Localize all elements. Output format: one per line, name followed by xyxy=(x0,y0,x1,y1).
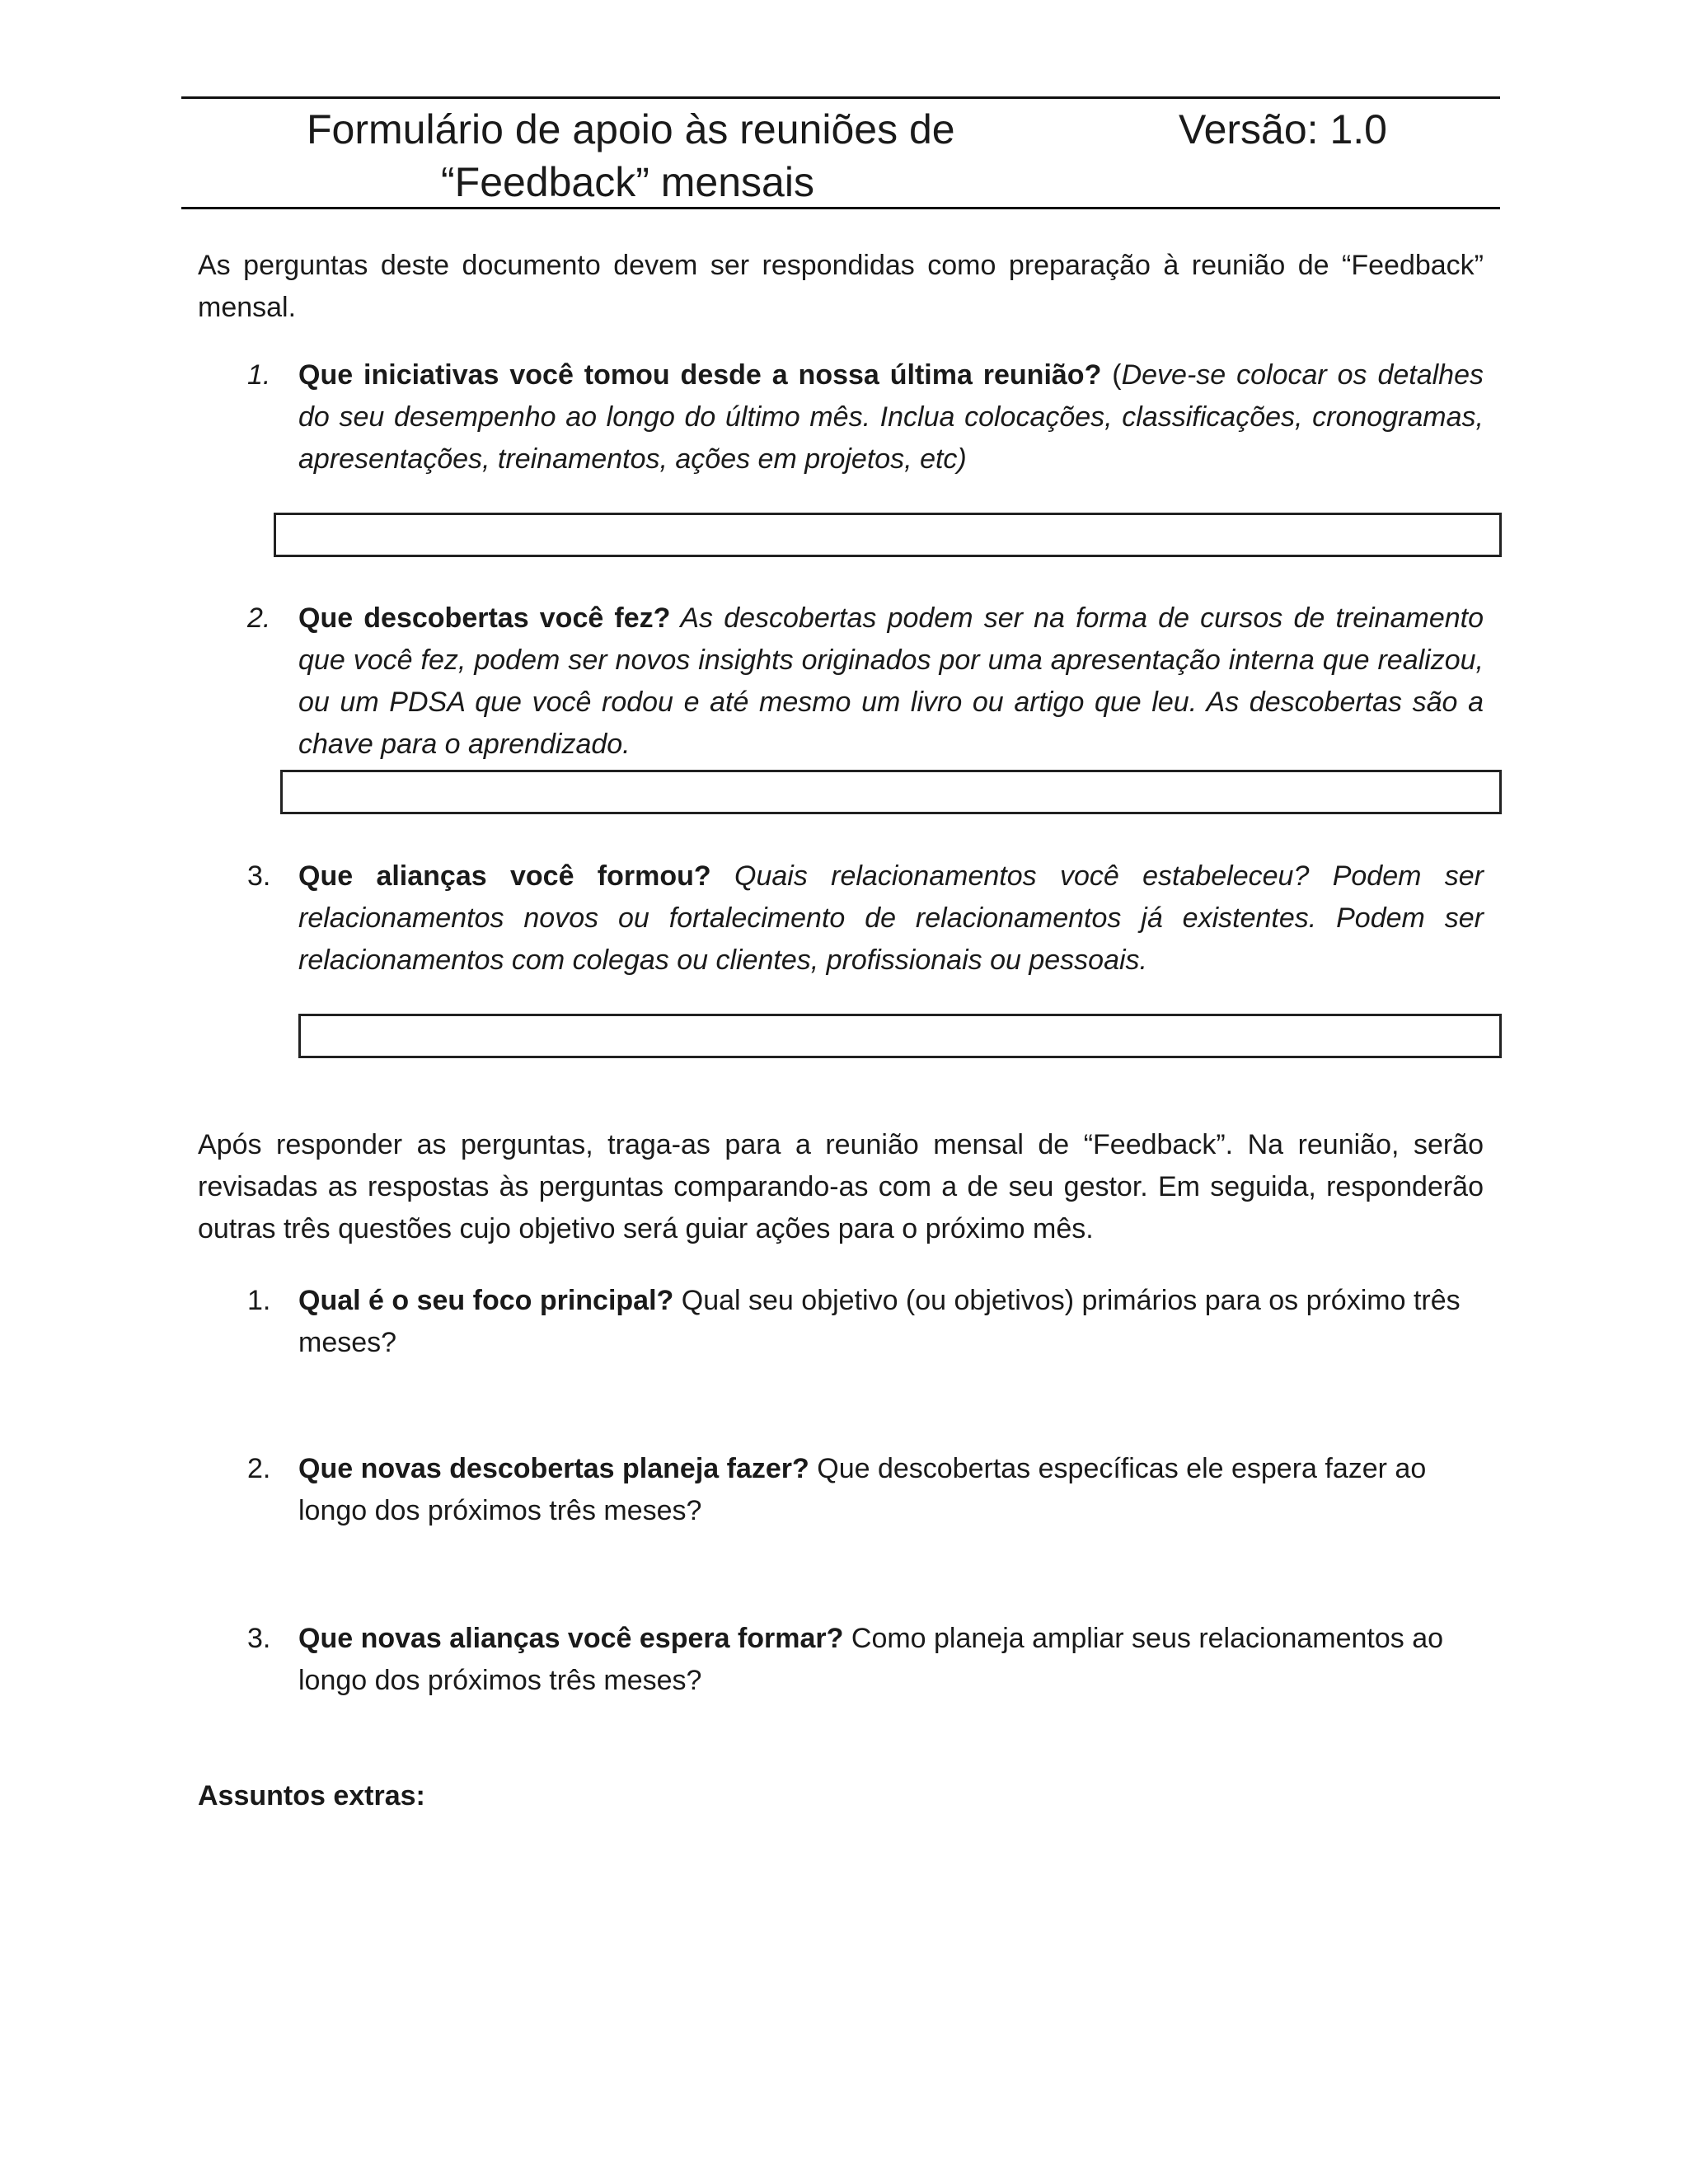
question-text xyxy=(298,598,1484,766)
answer-box-3[interactable] xyxy=(298,1014,1502,1058)
answer-box-2[interactable] xyxy=(280,770,1502,814)
question-title: Que descobertas você fez? xyxy=(298,602,671,634)
question-number: 3. xyxy=(247,860,271,892)
extras-label: Assuntos extras: xyxy=(198,1780,425,1811)
intro-paragraph: As perguntas deste documento devem ser respondidas como preparação à reunião de “Feedback” mensal. xyxy=(198,250,1484,323)
question-text xyxy=(298,1448,1484,1532)
page-title-line2: “Feedback” mensais xyxy=(441,159,814,205)
question-text xyxy=(298,1280,1484,1364)
question-hint: Deve-se colocar os detalhes do seu desempenho ao longo do último mês. Inclua colocações, classificações, cronogramas, apresentações, treinamentos, ações em projetos, etc) xyxy=(298,359,1484,475)
header-bottom-rule xyxy=(181,207,1500,209)
question-title: Que novas alianças você espera formar? xyxy=(298,1623,844,1654)
question-title: Que novas descobertas planeja fazer? xyxy=(298,1453,809,1484)
question-hint: Quais relacionamentos você estabeleceu? Podem ser relacionamentos novos ou fortalecimento de relacionamentos já existentes. Podem ser relacionamentos com colegas ou clientes, profissionais ou pessoais. xyxy=(298,860,1484,976)
question-hint: As descobertas podem ser na forma de cursos de treinamento que você fez, podem ser novos insights originados por uma apresentação interna que realizou, ou um PDSA que você rodou e até mesmo um livro ou artigo que leu. As descobertas são a chave para o aprendizado. xyxy=(298,602,1484,760)
question-number: 1. xyxy=(247,1285,271,1316)
question-number: 1. xyxy=(247,359,271,391)
question-number: 2. xyxy=(247,1453,271,1484)
question-hint: Qual seu objetivo (ou objetivos) primários para os próximo três meses? xyxy=(298,1285,1461,1358)
question-text xyxy=(298,1618,1484,1702)
question-text xyxy=(298,855,1484,982)
question-title: Que iniciativas você tomou desde a nossa última reunião? xyxy=(298,359,1102,391)
question-hint: Que descobertas específicas ele espera fazer ao longo dos próximos três meses? xyxy=(298,1453,1427,1526)
question-number: 3. xyxy=(247,1623,271,1654)
question-number: 2. xyxy=(247,602,271,634)
question-title: Qual é o seu foco principal? xyxy=(298,1285,674,1316)
paren-open: ( xyxy=(1101,359,1122,391)
question-hint: Como planeja ampliar seus relacionamentos ao longo dos próximos três meses? xyxy=(298,1623,1444,1696)
question-text xyxy=(298,354,1484,480)
page-title-line1: Formulário de apoio às reuniões de xyxy=(307,106,955,152)
answer-box-1[interactable] xyxy=(274,513,1502,557)
after-paragraph: Após responder as perguntas, traga-as para a reunião mensal de “Feedback”. Na reunião, serão revisadas as respostas às perguntas comparando-as com a de seu gestor. Em seguida, responderão outras três questões cujo objetivo será guiar ações para o próximo mês. xyxy=(198,1129,1484,1244)
header-top-rule xyxy=(181,96,1500,99)
version-label: Versão: 1.0 xyxy=(1179,106,1387,152)
question-title: Que alianças você formou? xyxy=(298,860,711,892)
